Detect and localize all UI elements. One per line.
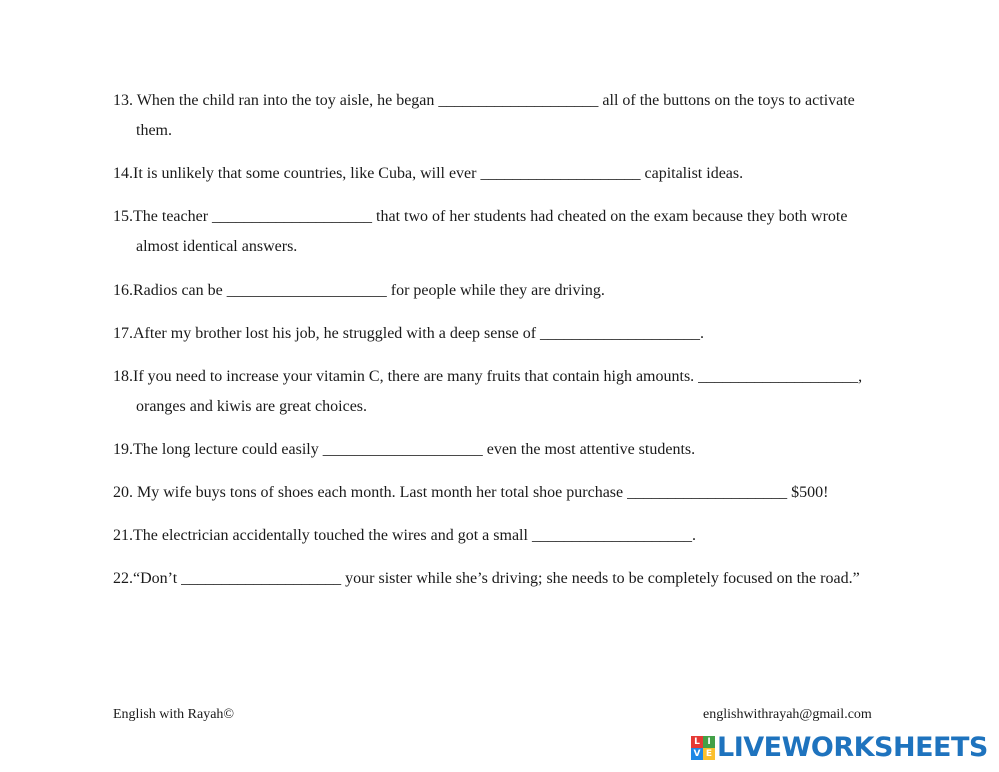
question-number: 16. [113,282,133,299]
question-text[interactable]: The long lecture could easily ____________________ even the most attentive students. [133,441,696,458]
question-number: 21. [113,527,133,544]
footer-email: englishwithrayah@gmail.com [703,707,872,722]
question-text[interactable]: When the child ran into the toy aisle, he began ____________________ all of the buttons on the toys to activate [133,92,855,109]
question-number: 19. [113,441,133,458]
question-number: 13. [113,92,133,109]
question-number: 20. [113,484,133,501]
question-22 [113,564,953,594]
brand-name: LIVEWORKSHEETS [717,732,988,763]
question-text-continued: almost identical answers. [136,238,298,255]
question-text[interactable]: My wife buys tons of shoes each month. Last month her total shoe purchase ____________________ $500! [133,484,829,501]
question-20 [113,478,953,508]
question-17 [113,319,953,349]
question-15 [113,202,953,262]
question-number: 18. [113,368,133,385]
question-18 [113,362,953,422]
question-text[interactable]: After my brother lost his job, he struggled with a deep sense of ____________________. [133,325,705,342]
question-number: 14. [113,165,133,182]
question-19 [113,435,953,465]
footer-copyright: English with Rayah© [113,707,235,722]
question-number: 17. [113,325,133,342]
question-13 [113,86,953,146]
question-16 [113,276,953,306]
question-text[interactable]: If you need to increase your vitamin C, there are many fruits that contain high amounts. ____________________, [133,368,863,385]
liveworksheets-brand[interactable] [691,731,988,765]
question-number: 15. [113,208,133,225]
liveworksheets-logo-icon: L I V E [691,736,715,760]
question-text[interactable]: Radios can be ____________________ for people while they are driving. [133,282,605,299]
question-text-continued: them. [136,122,172,139]
question-text[interactable]: It is unlikely that some countries, like Cuba, will ever ____________________ capitalist ideas. [133,165,744,182]
question-text-continued: oranges and kiwis are great choices. [136,398,368,415]
question-21 [113,521,953,551]
question-text[interactable]: “Don’t ____________________ your sister while she’s driving; she needs to be completely focused on the road.” [133,570,860,587]
question-number: 22. [113,570,133,587]
question-text[interactable]: The teacher ____________________ that two of her students had cheated on the exam because they both wrote [133,208,848,225]
question-text[interactable]: The electrician accidentally touched the wires and got a small ____________________. [133,527,696,544]
question-14 [113,159,953,189]
